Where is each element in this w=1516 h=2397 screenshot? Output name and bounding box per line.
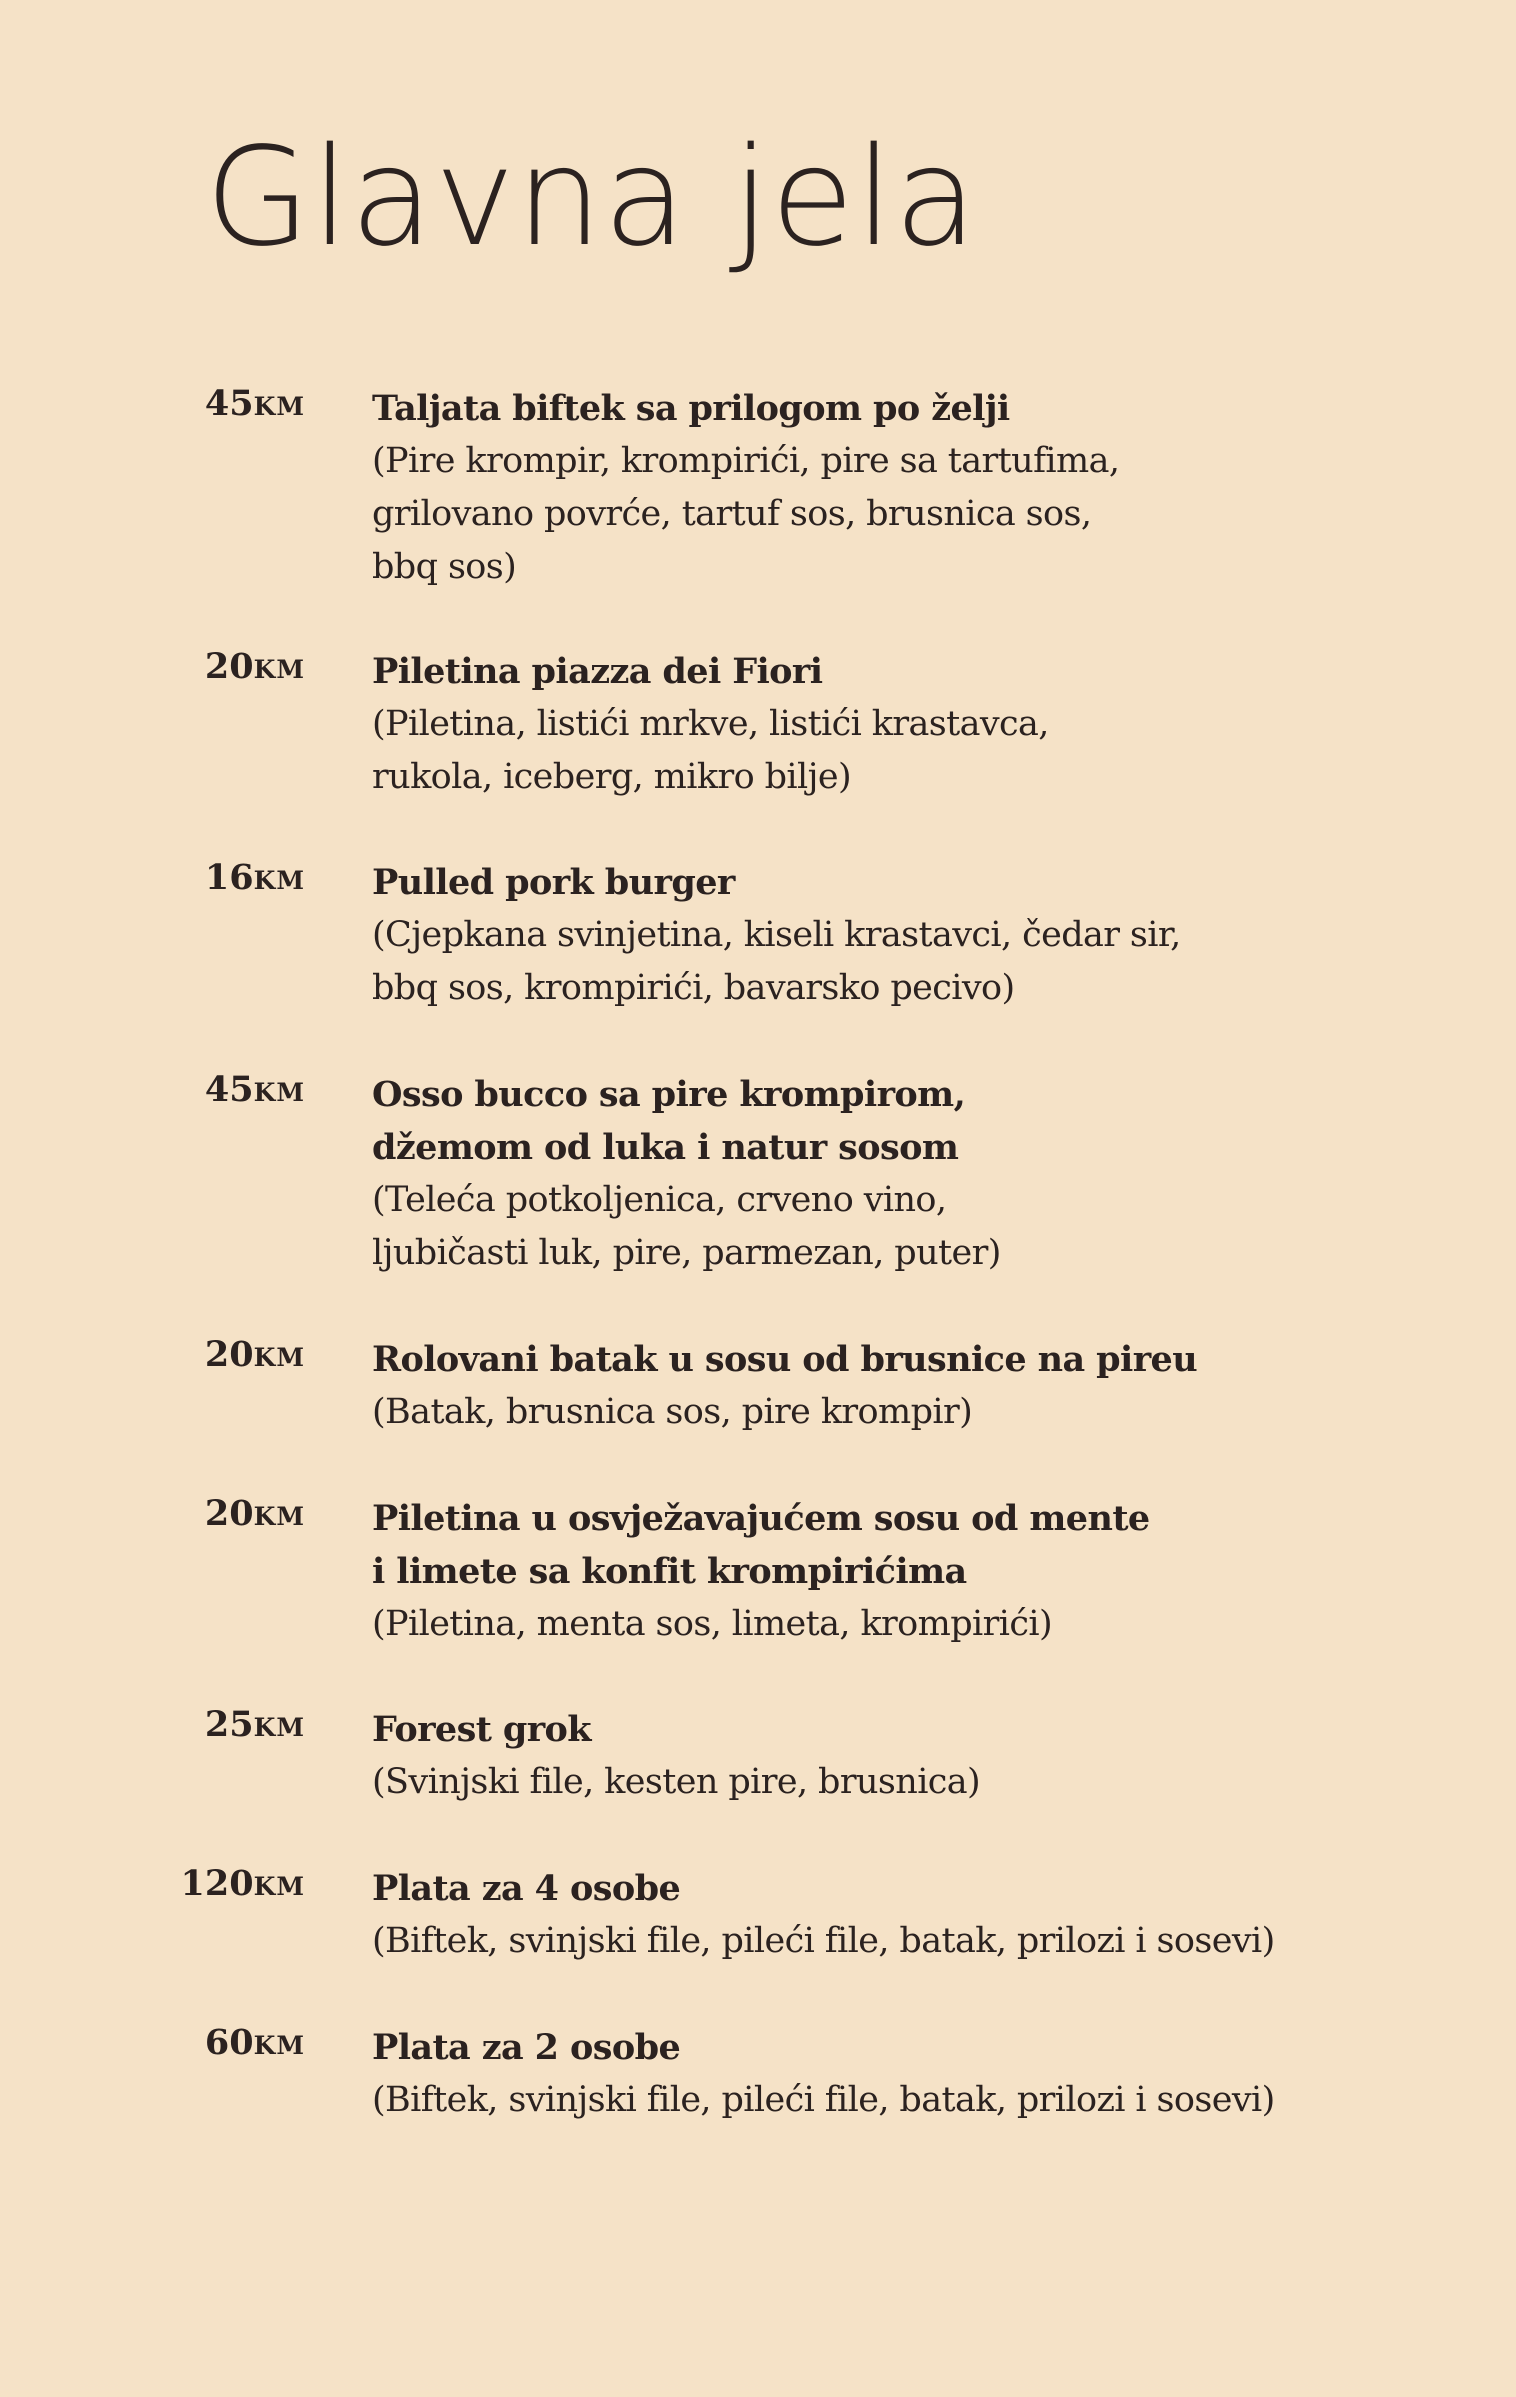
item-name <box>372 2021 1472 2074</box>
price-currency: KM <box>253 1872 305 1901</box>
item-name-line: Rolovani batak u sosu od brusnice na pireu <box>372 1339 1198 1380</box>
item-description-line: grilovano povrće, tartuf sos, brusnica sos, <box>372 494 1092 534</box>
item-name <box>372 645 1472 698</box>
price-amount: 120 <box>180 1863 254 1904</box>
item-name <box>372 856 1472 909</box>
item-body <box>372 1492 1472 1651</box>
page-title: Glavna jela <box>205 119 979 277</box>
item-name-line: džemom od luka i natur sosom <box>372 1127 959 1168</box>
item-name-line: Forest grok <box>372 1709 591 1750</box>
price-amount: 20 <box>204 1493 254 1534</box>
price-currency: KM <box>253 655 305 684</box>
item-name <box>372 1703 1472 1756</box>
item-name-line: i limete sa konfit krompirićima <box>372 1551 967 1592</box>
item-price <box>0 1863 305 1904</box>
item-price <box>0 2022 305 2063</box>
price-currency: KM <box>253 392 305 421</box>
item-description <box>372 909 1472 1015</box>
item-description-line: (Teleća potkoljenica, crveno vino, <box>372 1180 947 1220</box>
item-description <box>372 1756 1472 1809</box>
item-name-line: Piletina u osvježavajućem sosu od mente <box>372 1498 1150 1539</box>
price-currency: KM <box>253 2031 305 2060</box>
item-name-line: Plata za 4 osobe <box>372 1868 681 1909</box>
price-amount: 60 <box>204 2022 254 2063</box>
price-currency: KM <box>253 1502 305 1531</box>
item-body <box>372 1862 1472 1968</box>
item-name <box>372 1333 1472 1386</box>
price-amount: 16 <box>204 857 254 898</box>
item-body <box>372 1333 1472 1439</box>
item-description <box>372 2074 1472 2127</box>
item-price <box>0 646 305 687</box>
item-description-line: (Batak, brusnica sos, pire krompir) <box>372 1392 973 1432</box>
price-amount: 25 <box>204 1704 254 1745</box>
item-name-line: Plata za 2 osobe <box>372 2027 681 2068</box>
item-name-line: Piletina piazza dei Fiori <box>372 651 823 692</box>
item-price <box>0 1069 305 1110</box>
price-currency: KM <box>253 1713 305 1742</box>
item-price <box>0 1704 305 1745</box>
item-name <box>372 1068 1472 1174</box>
item-body <box>372 856 1472 1015</box>
item-name <box>372 382 1472 435</box>
item-description-line: (Biftek, svinjski file, pileći file, batak, prilozi i sosevi) <box>372 1921 1275 1961</box>
price-currency: KM <box>253 866 305 895</box>
item-description <box>372 435 1472 594</box>
item-name-line: Osso bucco sa pire krompirom, <box>372 1074 966 1115</box>
item-body <box>372 382 1472 594</box>
price-amount: 20 <box>204 1334 254 1375</box>
price-currency: KM <box>253 1078 305 1107</box>
item-description-line: (Pire krompir, krompirići, pire sa tartufima, <box>372 441 1120 481</box>
item-name <box>372 1492 1472 1598</box>
item-body <box>372 1703 1472 1809</box>
item-description-line: (Biftek, svinjski file, pileći file, batak, prilozi i sosevi) <box>372 2080 1275 2120</box>
item-description-line: bbq sos) <box>372 547 517 587</box>
item-name-line: Pulled pork burger <box>372 862 735 903</box>
item-description <box>372 1386 1472 1439</box>
item-description <box>372 698 1472 804</box>
price-amount: 20 <box>204 646 254 687</box>
item-description-line: rukola, iceberg, mikro bilje) <box>372 757 852 797</box>
item-description-line: (Cjepkana svinjetina, kiseli krastavci, čedar sir, <box>372 915 1181 955</box>
item-price <box>0 1334 305 1375</box>
item-body <box>372 1068 1472 1280</box>
item-price <box>0 857 305 898</box>
item-price <box>0 383 305 424</box>
item-description-line: (Piletina, menta sos, limeta, krompirići) <box>372 1604 1053 1644</box>
item-body <box>372 2021 1472 2127</box>
item-description <box>372 1915 1472 1968</box>
item-description <box>372 1174 1472 1280</box>
item-price <box>0 1493 305 1534</box>
item-name-line: Taljata biftek sa prilogom po želji <box>372 388 1010 429</box>
item-name <box>372 1862 1472 1915</box>
item-description-line: ljubičasti luk, pire, parmezan, puter) <box>372 1233 1001 1273</box>
price-currency: KM <box>253 1343 305 1372</box>
item-description-line: (Svinjski file, kesten pire, brusnica) <box>372 1762 981 1802</box>
price-amount: 45 <box>204 383 254 424</box>
item-description <box>372 1598 1472 1651</box>
item-description-line: bbq sos, krompirići, bavarsko pecivo) <box>372 968 1015 1008</box>
item-description-line: (Piletina, listići mrkve, listići krastavca, <box>372 704 1049 744</box>
item-body <box>372 645 1472 804</box>
price-amount: 45 <box>204 1069 254 1110</box>
